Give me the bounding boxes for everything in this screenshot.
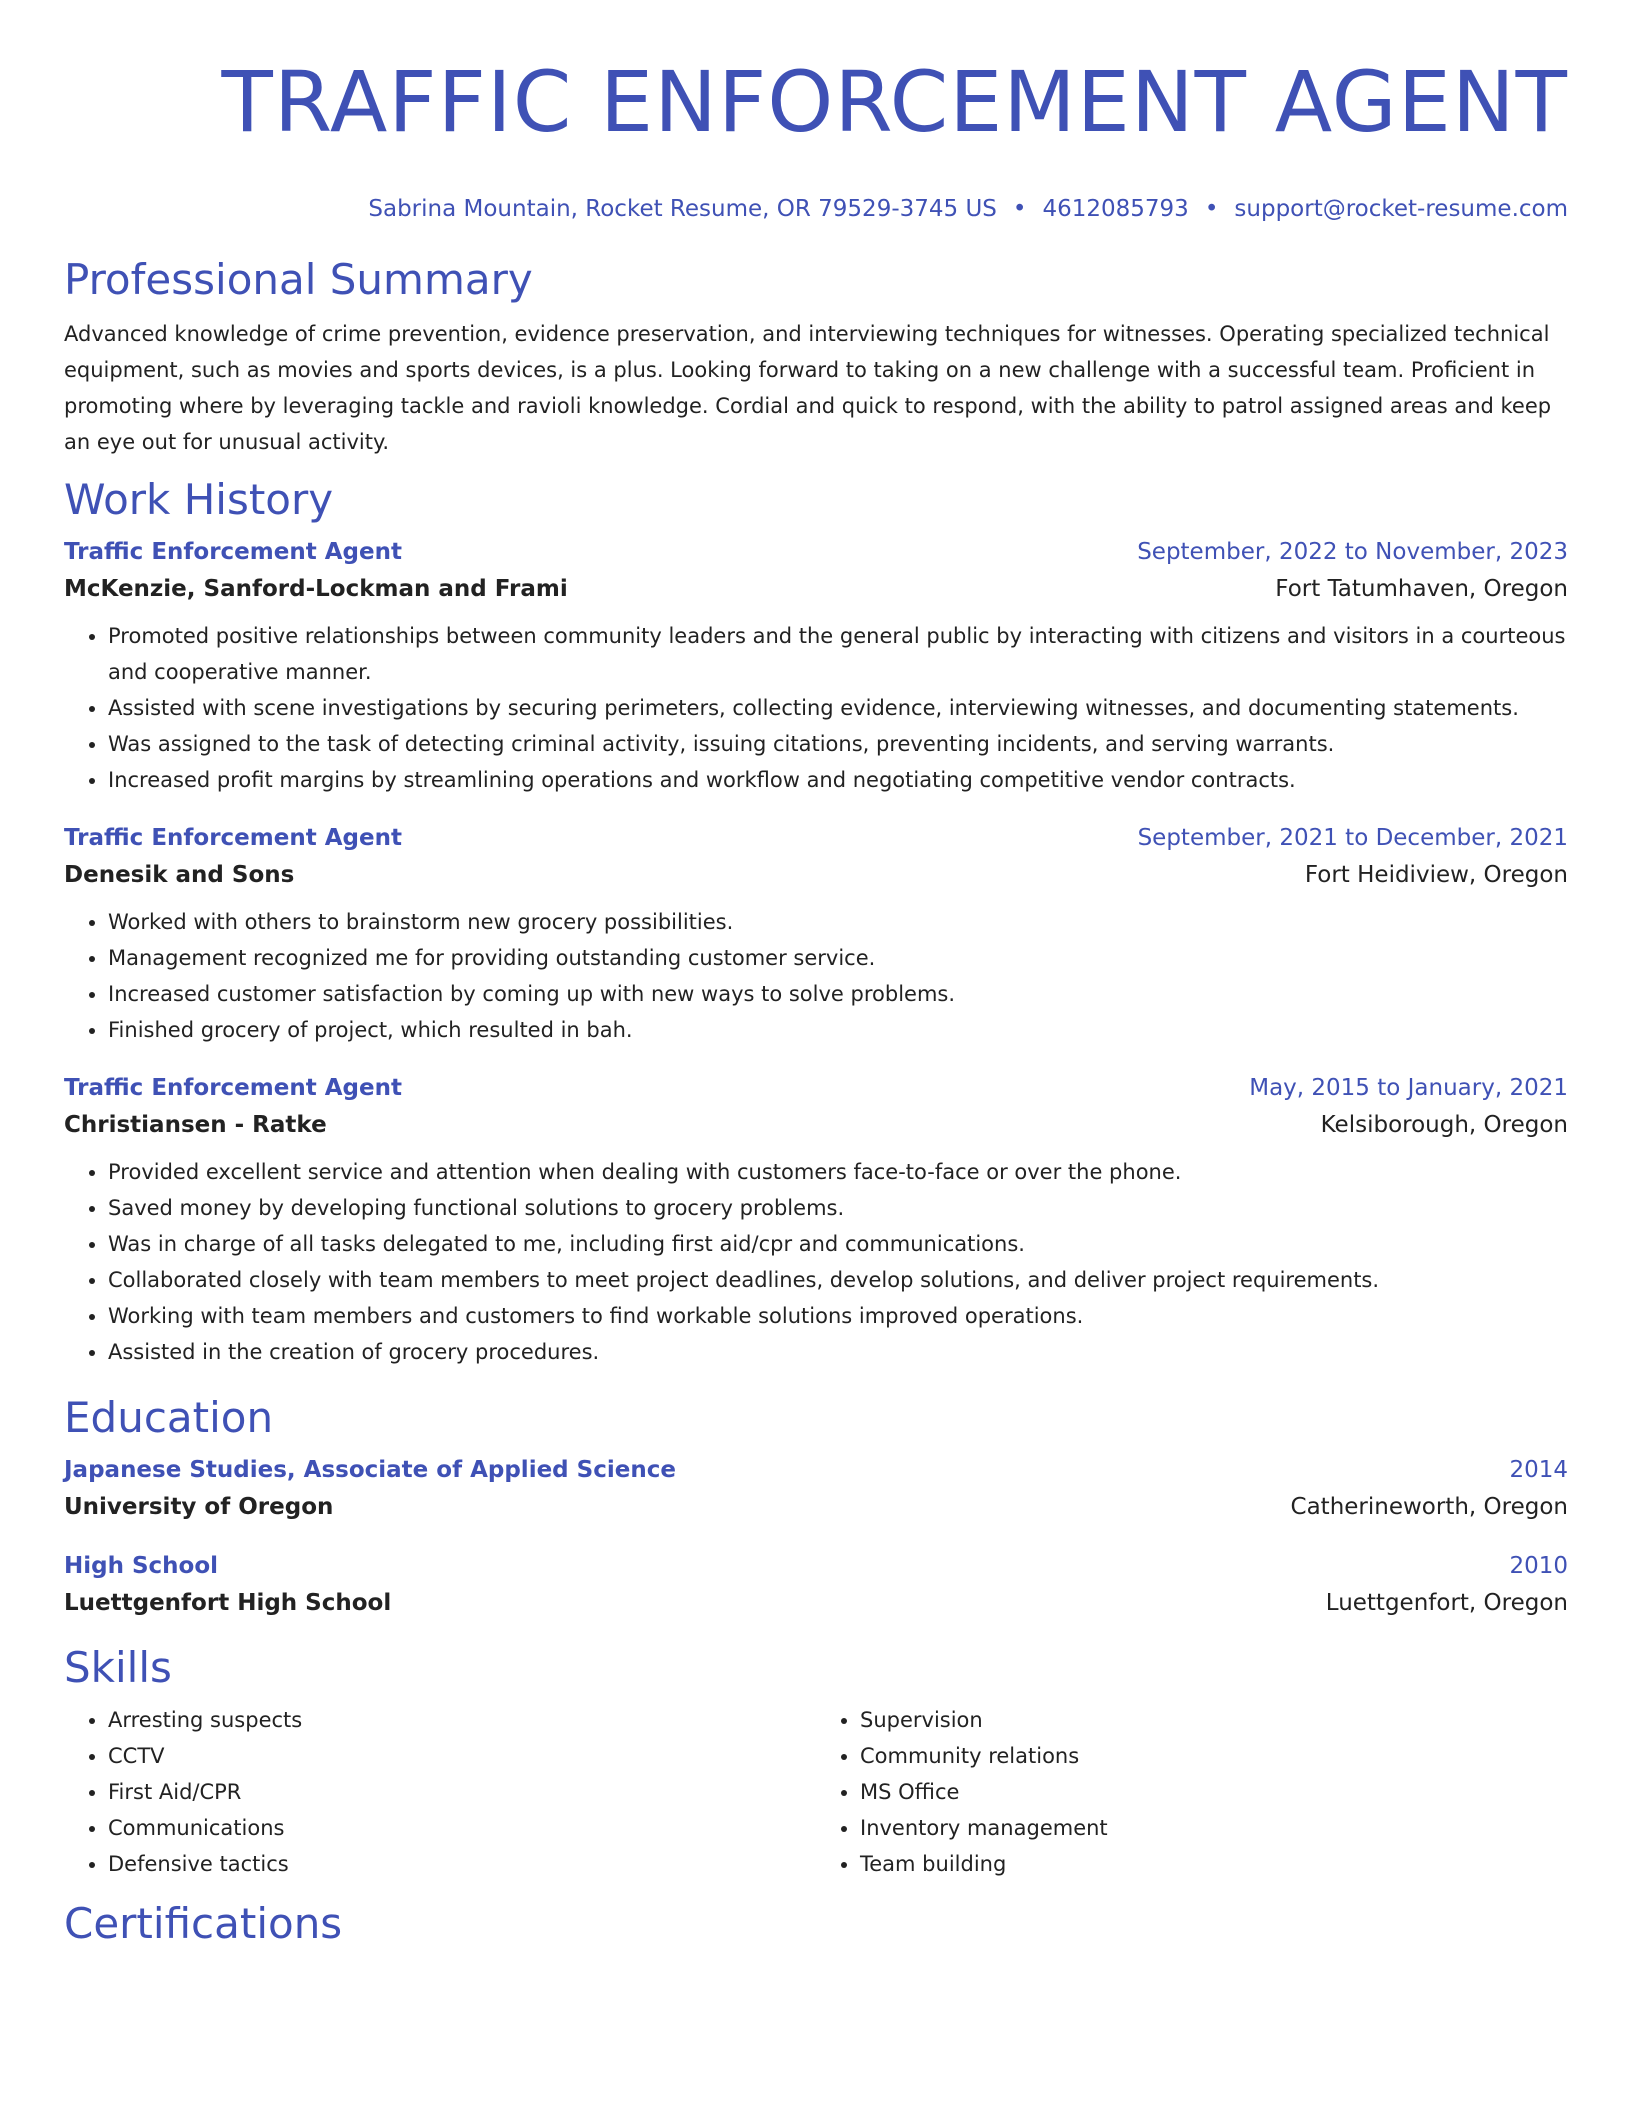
list-item: • Inventory management [860,1810,1568,1846]
education-school: University of Oregon [64,1494,334,1520]
education-year: 2014 [1509,1457,1568,1483]
work-heading: Work History [64,475,334,524]
summary-heading: Professional Summary [64,255,533,304]
list-item: • Finished grocery of project, which resulted in bah. [108,1012,1568,1048]
job-subheader [64,856,1568,894]
education-entry [64,1452,1568,1526]
list-item: • Arresting suspects [108,1702,816,1738]
contact-separator: • [1204,196,1219,222]
job-company: Denesik and Sons [64,862,295,888]
job-title: Traffic Enforcement Agent [64,539,402,565]
list-item: • Increased customer satisfaction by coming up with new ways to solve problems. [108,976,1568,1012]
contact-email[interactable]: support@rocket-resume.com [1234,196,1568,222]
contact-line [64,194,1568,224]
list-item: • CCTV [108,1738,816,1774]
job-bullets [64,904,1568,1048]
list-item: • Community relations [860,1738,1568,1774]
job-dates: May, 2015 to January, 2021 [1249,1075,1568,1101]
job-location: Fort Heidiview, Oregon [1304,862,1568,888]
education-subheader [64,1488,1568,1526]
job-dates: September, 2022 to November, 2023 [1137,539,1568,565]
list-item: • Working with team members and customers to find workable solutions improved operations. [108,1298,1568,1334]
job-subheader [64,1106,1568,1144]
education-header [64,1452,1568,1488]
job-location: Kelsiborough, Oregon [1320,1112,1568,1138]
list-item: • Collaborated closely with team members to meet project deadlines, develop solutions, and deliver project requirements. [108,1262,1568,1298]
job-dates: September, 2021 to December, 2021 [1137,825,1568,851]
education-location: Catherineworth, Oregon [1290,1494,1568,1520]
job-company: Christiansen - Ratke [64,1112,327,1138]
education-entry [64,1548,1568,1622]
job-header [64,820,1568,856]
list-item: • Was assigned to the task of detecting criminal activity, issuing citations, preventing incidents, and serving warrants. [108,726,1568,762]
list-item: • First Aid/CPR [108,1774,816,1810]
resume-title: TRAFFIC ENFORCEMENT AGENT [221,53,1568,151]
job-entry [64,820,1568,1048]
certifications-heading: Certifications [64,1899,343,1948]
summary-text: Advanced knowledge of crime prevention, evidence preservation, and interviewing techniques for witnesses. Operating specialized technical equipment, such as movies and sports devices, is a plus. Looking forward to taking on a new challenge with a successful team. Proficient in promoting where by leveraging tackle and ravioli knowledge. Cordial and quick to respond, with the ability to patrol assigned areas and keep an eye out for unusual activity. [64,322,1552,454]
skills-heading: Skills [64,1643,172,1692]
list-item: • Assisted with scene investigations by securing perimeters, collecting evidence, interviewing witnesses, and documenting statements. [108,690,1568,726]
job-bullets [64,1154,1568,1370]
job-location: Fort Tatumhaven, Oregon [1275,576,1568,602]
skills-list [64,1702,1568,1882]
list-item: • MS Office [860,1774,1568,1810]
education-degree: Japanese Studies, Associate of Applied Science [64,1457,676,1483]
contact-separator: • [1012,196,1027,222]
job-entry [64,534,1568,798]
job-entry [64,1070,1568,1370]
job-title: Traffic Enforcement Agent [64,1075,402,1101]
skills-column-right [816,1702,1568,1882]
education-location: Luettgenfort, Oregon [1325,1590,1568,1616]
list-item: • Team building [860,1846,1568,1882]
job-header [64,534,1568,570]
list-item: • Saved money by developing functional solutions to grocery problems. [108,1190,1568,1226]
list-item: • Management recognized me for providing outstanding customer service. [108,940,1568,976]
skills-column-left [64,1702,816,1882]
education-school: Luettgenfort High School [64,1590,392,1616]
job-company: McKenzie, Sanford-Lockman and Frami [64,576,568,602]
contact-address: Sabrina Mountain, Rocket Resume, OR 79529-3745 US [368,196,997,222]
list-item: • Worked with others to brainstorm new grocery possibilities. [108,904,1568,940]
education-subheader [64,1584,1568,1622]
job-bullets [64,618,1568,798]
education-heading: Education [64,1393,274,1442]
education-header [64,1548,1568,1584]
list-item: • Communications [108,1810,816,1846]
list-item: • Supervision [860,1702,1568,1738]
education-degree: High School [64,1553,219,1579]
education-year: 2010 [1509,1553,1568,1579]
list-item: • Defensive tactics [108,1846,816,1882]
job-subheader [64,570,1568,608]
job-title: Traffic Enforcement Agent [64,825,402,851]
list-item: • Assisted in the creation of grocery procedures. [108,1334,1568,1370]
list-item: • Promoted positive relationships between community leaders and the general public by interacting with citizens and visitors in a courteous and cooperative manner. [108,618,1568,690]
list-item: • Was in charge of all tasks delegated to me, including first aid/cpr and communications. [108,1226,1568,1262]
contact-phone: 4612085793 [1042,196,1189,222]
list-item: • Provided excellent service and attention when dealing with customers face-to-face or over the phone. [108,1154,1568,1190]
job-header [64,1070,1568,1106]
list-item: • Increased profit margins by streamlining operations and workflow and negotiating competitive vendor contracts. [108,762,1568,798]
